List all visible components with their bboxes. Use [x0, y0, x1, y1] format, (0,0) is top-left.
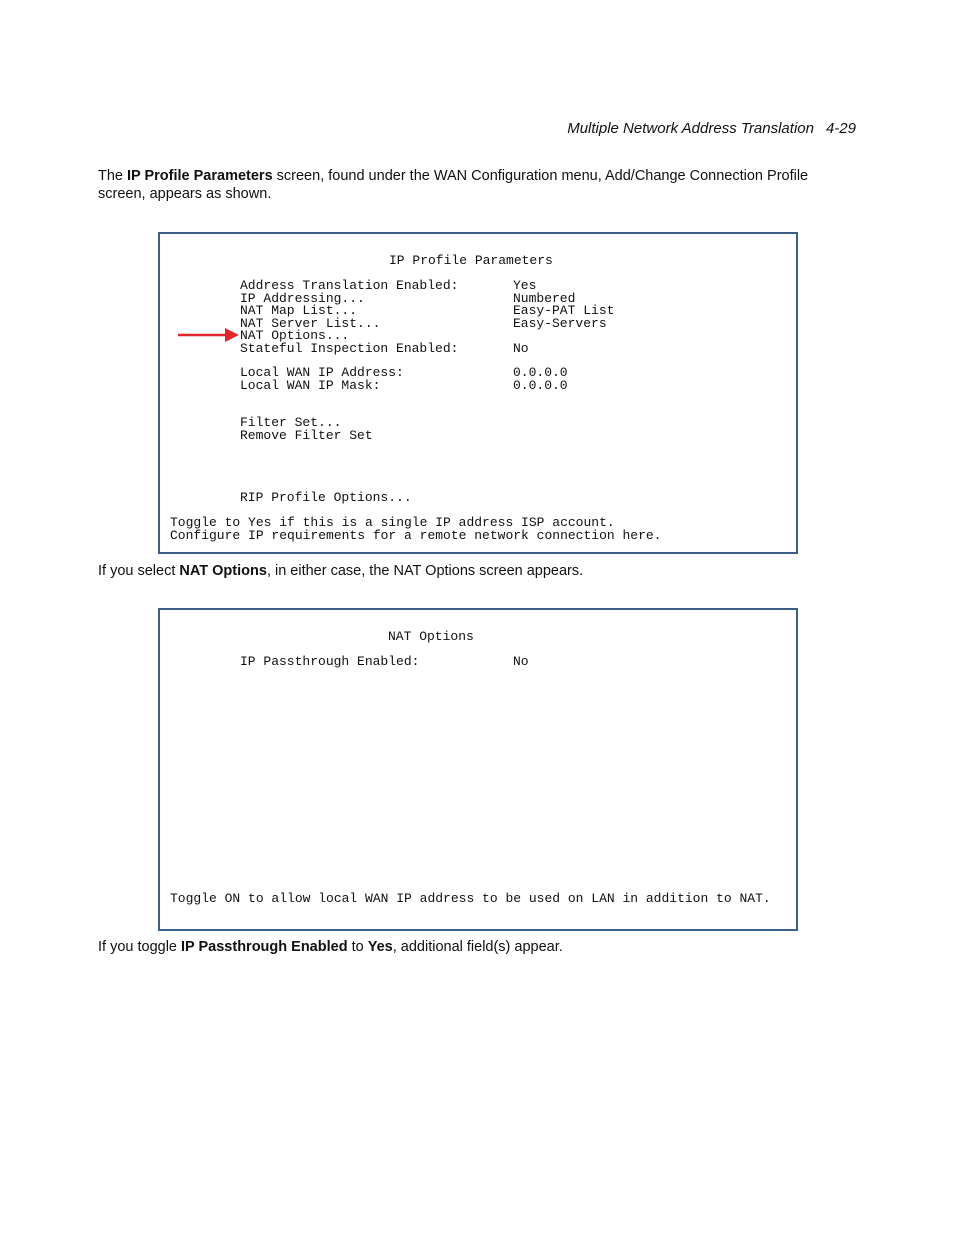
intro-bold: IP Profile Parameters [127, 168, 273, 184]
red-arrow-pointer [178, 327, 240, 343]
field-local-wan-ip-address-label[interactable]: Local WAN IP Address: [240, 365, 404, 380]
field-nat-map-list-label[interactable]: NAT Map List... [240, 303, 358, 318]
help-line-1: Toggle ON to allow local WAN IP address to be used on LAN in addition to NAT. [170, 891, 771, 906]
running-head-title: Multiple Network Address Translation [567, 120, 814, 137]
field-nat-options-label[interactable]: NAT Options... [240, 328, 350, 343]
intro-paragraph: The IP Profile Parameters screen, found under the WAN Configuration menu, Add/Change Connection Profile screen, appears as shown. [98, 168, 809, 202]
field-stateful-inspection-label[interactable]: Stateful Inspection Enabled: [240, 340, 459, 356]
mid-bold: NAT Options [179, 563, 267, 579]
field-ip-passthrough-value[interactable]: No [513, 654, 529, 669]
outro-bold-1: IP Passthrough Enabled [181, 939, 348, 955]
screen-title: IP Profile Parameters [389, 253, 553, 268]
field-nat-server-list-label[interactable]: NAT Server List... [240, 315, 381, 331]
field-local-wan-ip-address-value[interactable]: 0.0.0.0 [513, 365, 568, 380]
help-line-2: Configure IP requirements for a remote network connection here. [170, 527, 662, 543]
field-remove-filter-set-label[interactable]: Remove Filter Set [240, 427, 373, 443]
field-address-translation-label[interactable]: Address Translation Enabled: [240, 278, 459, 293]
field-ip-addressing-label[interactable]: IP Addressing... [240, 290, 365, 306]
field-nat-server-list-value: Easy-Servers [513, 315, 607, 331]
field-local-wan-ip-mask-label[interactable]: Local WAN IP Mask: [240, 377, 381, 393]
field-filter-set-label[interactable]: Filter Set... [240, 415, 342, 430]
nat-options-screen [158, 608, 798, 931]
field-nat-map-list-value: Easy-PAT List [513, 303, 615, 318]
mid-paragraph: If you select NAT Options, in either case, the NAT Options screen appears. [98, 563, 584, 579]
field-ip-passthrough-label[interactable]: IP Passthrough Enabled: [240, 654, 420, 669]
screen-title: NAT Options [388, 629, 474, 644]
page-number: 4-29 [825, 120, 856, 137]
outro-bold-2: Yes [367, 939, 393, 955]
running-head [567, 120, 856, 137]
ip-profile-parameters-screen [158, 232, 798, 554]
outro-paragraph: If you toggle IP Passthrough Enabled to Yes, additional field(s) appear. [98, 939, 563, 955]
field-ip-addressing-value: Numbered [513, 290, 576, 306]
help-line-1: Toggle to Yes if this is a single IP address ISP account. [170, 515, 615, 530]
field-stateful-inspection-value[interactable]: No [513, 340, 529, 356]
field-address-translation-value[interactable]: Yes [513, 278, 537, 293]
field-local-wan-ip-mask-value[interactable]: 0.0.0.0 [513, 377, 568, 393]
field-rip-profile-options-label[interactable]: RIP Profile Options... [240, 490, 412, 505]
